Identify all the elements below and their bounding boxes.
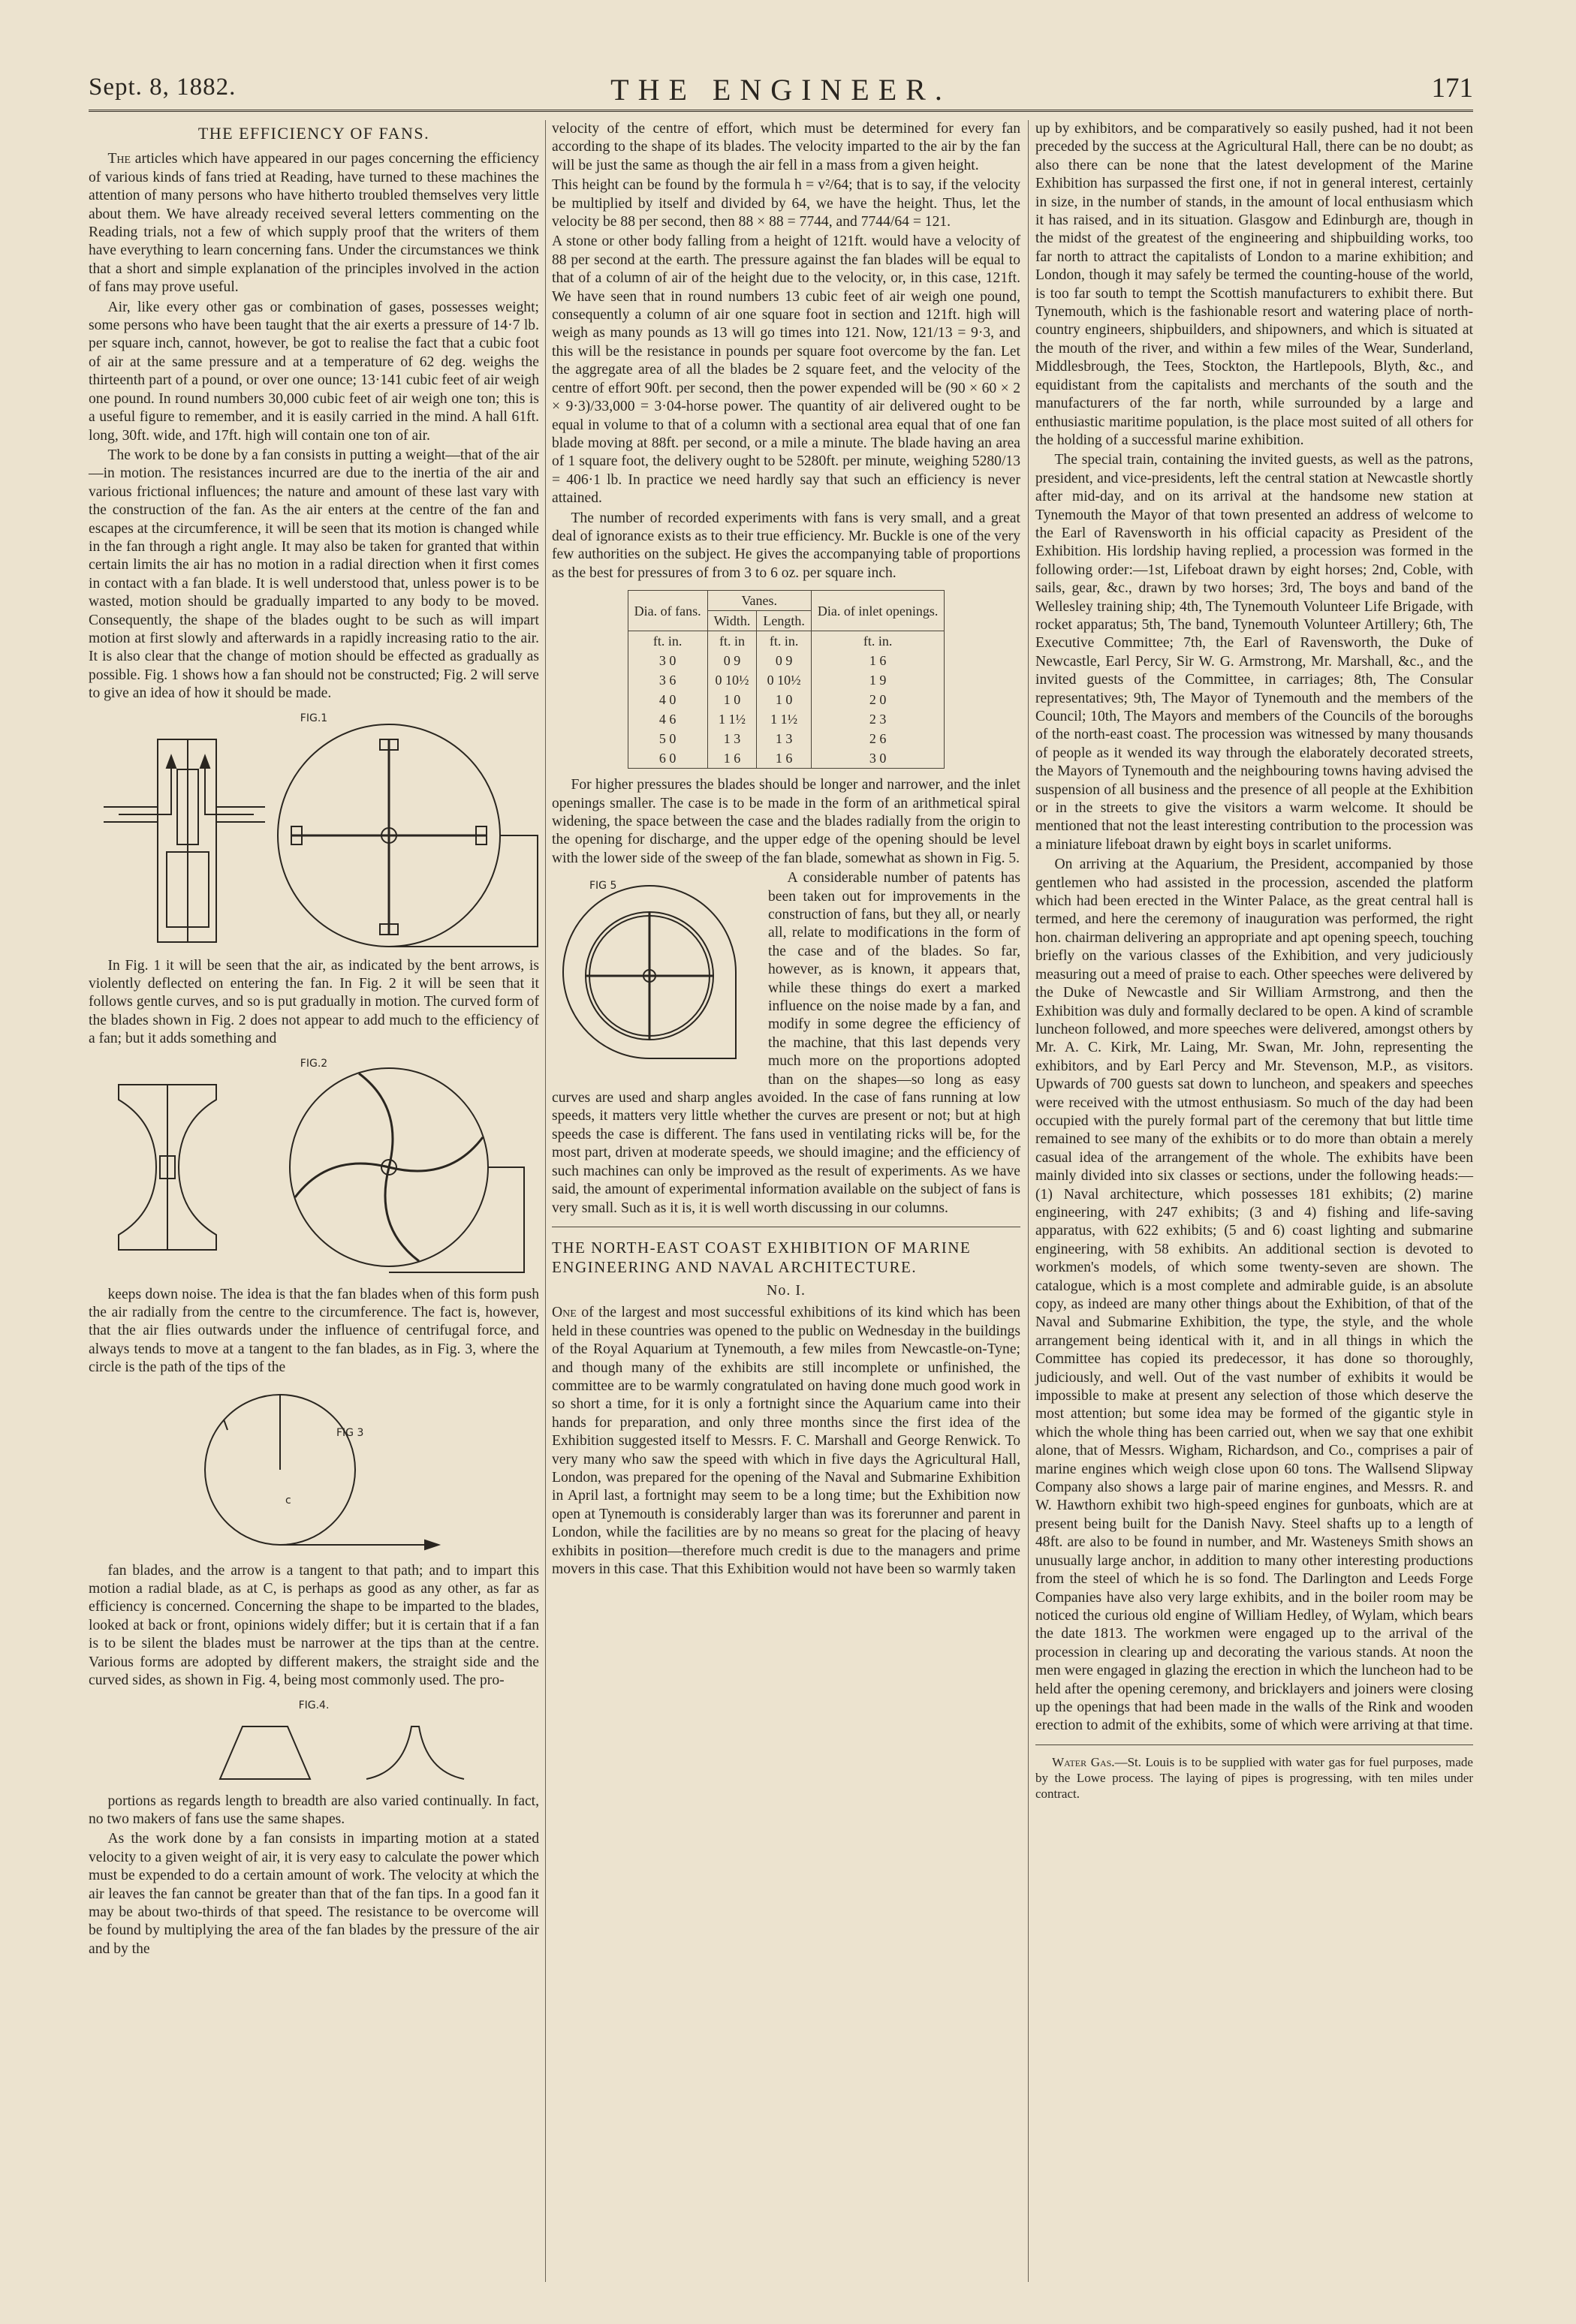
fans-paragraph: In Fig. 1 it will be seen that the air, as indicated by the bent arrows, is violently deflected on entering the fan. In Fig. 2 it will be seen that it follows gentle curves, and so is put gradually in motion. The curved form of the blades shown in Fig. 2 does not appear to add much to the efficiency of a fan; but it adds something and xyxy=(89,957,539,1047)
fig-5-drawing xyxy=(552,871,761,1073)
fig-3-drawing xyxy=(89,1383,539,1556)
exhibition-paragraph: The special train, containing the invited guests, as well as the patrons, president, and vice-presidents, left the central station at Newcastle shortly after mid-day, and on its arrival at the handsome new station at Tynemouth the Mayor of that town presented an address of welcome to the Earl of Ravensworth in his official capacity as President of the Exhibition. His lordship having replied, a procession was formed in the following order:—1st, Lifeboat drawn by eight horses; 2nd, Coble, with sails, gear, &c., drawn by two horses; 3rd, The boys and band of the Wellesley training ship; 4th, The Tynemouth Volunteer Life Brigade, with rocket apparatus; 5th, The band, Tynemouth Volunteer Artillery; 6th, The Executive Committee; 7th, the Earl of Ravensworth, the Duke of Newcastle, Earl Percy, Sir W. G. Armstrong, Mr. Marshall, &c., and the invited guests of the Committee, in carriages; 8th, The Consular representatives; 9th, The Mayor of Tynemouth and the members of the Council; 10th, The Mayors and members of the Councils of the boroughs of the north-east coast. The procession was witnessed by many thousands of people as it wended its way through the elaborately decorated streets, the Mayors of Tynemouth and the neighbouring towns having advised the suspension of all business and the presence of all people at the Exhibition or in the streets to give the visitors a warm welcome. It should be mentioned that not the least interesting contribution to the procession was a miniature lifeboat drawn by eight boys in scarlet uniforms. xyxy=(1035,452,1473,853)
col-head-width: Width. xyxy=(707,611,757,631)
table-row xyxy=(628,729,945,748)
table-row xyxy=(628,670,945,690)
table-cell: 1 0 xyxy=(707,690,757,709)
fig-2-drawing xyxy=(89,1055,539,1280)
exhibition-paragraph: of the largest and most successful exhibitions of its kind which has been held in these countries was opened to the public on Wednesday in the buildings of the Royal Aquarium at Tynemouth, a few miles from Newcastle-on-Tyne; and though many of the exhibits are still incomplete or unfinished, the committee are to be warmly congratulated on having done much good work in so short a time, for it is only a fortnight since the Aquarium came into their hands for preparation, and only three months since the first idea of the Exhibition suggested itself to Messrs. F. C. Marshall and George Renwick. To very many who saw the speed with which in five days the Agricultural Hall, London, was prepared for the opening of the Naval and Submarine Exhibition in April last, a fortnight may seem to be a long time; but the Exhibition now open at Tynemouth is considerably larger than was its forerunner and parent in London, while the facilities are by no means so great for the placing of heavy exhibits in position—therefore much credit is due to the managers and prime movers in this case. That this Exhibition would not have been so warmly taken xyxy=(552,1305,1021,1577)
fig-5-label: FIG 5 xyxy=(589,880,617,893)
fans-heading: THE EFFICIENCY OF FANS. xyxy=(197,124,430,143)
fans-paragraph: A considerable number of patents has been taken out for improvements in the construction of fans, but they all, or nearly all, relate to modifications in the form of the case and of the blades. So far, however, as is known, it appears that, while these things do exert a marked influence on the noise made by a fan, and modify in some degree the efficiency of the machine, that this last depends very much more on the proportions adopted than on the shapes—so long as easy curves are used and sharp angles avoided. In the case of fans running at low speeds, it matters very little whether the curves are present or not; but at high speeds the case is different. The fans used in ventilating ricks will be, for the most part, driven at moderate speeds, we should imagine; and the efficiency of such machines can only be improved as the result of experiments. As we have said, the amount of experimental information available on the subject of fans is very small. Such as it is, it is well worth discussing in our columns. xyxy=(552,870,1020,1216)
header-rule xyxy=(89,110,1473,112)
fans-paragraph: A stone or other body falling from a height of 121ft. would have a velocity of 88 per second at the earth. The pressure against the fan blades will be equal to that of a column of air of the height due to the velocity, or, in this case, 121ft. We have seen that in round numbers 13 cubic feet of air weigh one pound, consequently a column of air one square foot in section and 121ft. high will weigh as many pounds as 13 will go times into 121. Now, 121/13 = 9·3, and this will be the resistance in pounds per square foot overcome by the fan. Let the aggregate area of all the blades be 2 square feet, and the velocity of the centre of effort 90ft. per second, then the power expended will be (90 × 60 × 2 × 9·3)/33,000 = 3·04-horse power. The quantity of air delivered ought to be equal in volume to that of a column with a sectional area equal that of one fan blade moving at 88ft. per second, or a mile a minute. The blade having an area of 1 square foot, the delivery ought to be 5280ft. per minute, weighing 5280/13 = 406·1 lb. In practice we need hardly say that such an efficiency is never attained. xyxy=(552,233,1020,507)
column-3 xyxy=(1035,120,1473,1803)
table-cell: 0 9 xyxy=(707,651,757,670)
col-head-inlet: Dia. of inlet openings. xyxy=(811,591,944,631)
exhibition-paragraph: On arriving at the Aquarium, the President, accompanied by those gentlemen who had assisted in the procession, ascended the platform which had been erected in the Winter Palace, as the great central hall is termed, and here the ceremony of inauguration was performed, the right hon. chairman delivering an appropriate and apt opening speech, touching briefly on the various classes of the Exhibition, and very judiciously measuring out a meed of praise to each. Other speeches were delivered by the Duke of Newcastle and Sir William Armstrong, and then the Exhibition was duly and formally declared to be open. A kind of scramble luncheon followed, and more speeches were delivered, amongst others by Mr. A. C. Kirk, Mr. Laing, Mr. Swan, Mr. John, representing the exhibitors, and by Earl Percy and Mr. Stevenson, M.P., as visitors. Upwards of 700 guests sat down to luncheon, and speakers and speeches were received with the utmost enthusiasm. So much of the day had been occupied with the purely formal part of the ceremony that but little time remained to see many of the exhibits or to do more than obtain a merely casual idea of the arrangement of the whole. The exhibits have been mainly divided into six classes or sections, under the following heads:—(1) Naval architecture, which possesses 181 exhibits; (2) marine engineering, with 247 exhibits; (3 and 4) fishing and life-saving apparatus, with 622 exhibits; (5 and 6) coast lighting and submarine engineering, with 58 exhibits. An additional section is devoted to workmen's models, of which some twenty-seven are shown. The catalogue, which is a most complete and admirable guide, is an absolute copy, as indeed are many other things about the Exhibition, of that of the Naval and Submarine Exhibition, the type, the style, and the whole arrangement being identical with it, and in all things in which the Committee has copied its predecessor, it has done so thoroughly, judiciously, and well. Out of the vast number of exhibits it would be impossible to make at present any selection of those which deserve the most attention; but some idea may be formed of the gigantic style in which the whole thing has been carried out, when we say that one exhibit alone, that of Messrs. Wigham, Richardson, and Co., comprises a pair of marine engines which weigh close upon 60 tons. The Wallsend Slipway Company also shows a large pair of marine engines, and Messrs. R. and W. Hawthorn exhibit two high-speed engines for gunboats, which are at present being built for the Danish Navy. Steel shafts up to a length of 48ft. are also to be found in number, and Mr. Wasteneys Smith shows an unusually large anchor, in addition to many other interesting productions from the steel of which he is so fond. The Darlington and Leeds Forge Companies have also very large exhibits, and in the boiler room may be noticed the curious old engine of William Hedley, of Wylam, which bears the date 1813. The workmen were engaged up to the arrival of the procession in clearing up and decorating the various stands. At noon the men were engaged in glazing the erection in which the luncheon had to be held after the opening ceremony, and bricklayers and joiners were closing up the openings that had been made in the walls of the Rink and wooden erection to admit of the exhibits, some of which were arriving at that time. xyxy=(1035,856,1473,1734)
fans-paragraph: articles which have appeared in our pages concerning the efficiency of various kinds of fans tried at Reading, have turned to these machines the attention of many persons who have hitherto troubled themselves very little about them. We have already received several letters commenting on the Reading trials, not a few of which supply proof that the writers of them have everything to learn concerning fans. Under the circumstances we think that a short and simple explanation of the principles involved in the action of fans may prove useful. xyxy=(89,151,539,296)
fans-paragraph: For higher pressures the blades should be longer and narrower, and the inlet openings smaller. The case is to be made in the form of an arithmetical spiral widening, the space between the case and the blades radially from the origin to the opening for discharge, and the upper edge of the opening should be level with the lower side of the sweep of the fan blade, somewhat as shown in Fig. 5. xyxy=(552,777,1020,866)
fig-1-label: FIG.1 xyxy=(300,712,328,724)
fans-paragraph: This height can be found by the formula h = v²/64; that is to say, if the velocity be multiplied by itself and divided by 64, we have the height. Thus, let the velocity be 88 per second, then 88 × 88 = 7744, and 7744/64 = 121. xyxy=(552,177,1020,230)
table-cell: ft. in. xyxy=(628,631,707,652)
fan-proportions-table xyxy=(628,590,945,769)
table-cell: 1 3 xyxy=(707,729,757,748)
table-row xyxy=(628,690,945,709)
fans-paragraph: Air, like every other gas or combination of gases, possesses weight; some persons who have been taught that the air exerts a pressure of 14·7 lb. per square inch, cannot, however, be got to realise the fact that a cubic foot of air at the same pressure and at a temperature of 62 deg. weighs the thirteenth part of a pound, or over one ounce; 13·141 cubic feet of air weigh one pound. In round numbers 30,000 cubic feet of air weigh one ton; this is a useful figure to remember, and it is easily carried in the mind. A hall 61ft. long, 30ft. wide, and 17ft. high will contain one ton of air. xyxy=(89,299,539,444)
fig-3-point-c: c xyxy=(285,1494,291,1507)
table-cell: 1 3 xyxy=(757,729,812,748)
table-cell: 2 3 xyxy=(811,709,944,729)
table-cell: 4 6 xyxy=(628,709,707,729)
table-cell: 1 1½ xyxy=(707,709,757,729)
table-cell: 1 0 xyxy=(757,690,812,709)
issue-date: Sept. 8, 1882. xyxy=(89,74,237,101)
column-divider xyxy=(1028,120,1029,2282)
table-cell: 0 10½ xyxy=(707,670,757,690)
table-cell: ft. in xyxy=(707,631,757,652)
fans-paragraph: The work to be done by a fan consists in putting a weight—that of the air—in motion. The resistances incurred are due to the inertia of the air and various frictional influences; the nature and amount of these last vary with the construction of the fan. As the air enters at the centre of the fan and escapes at the circumference, it will be seen that its motion is changed while in the fan through a right angle. It may also be taken for granted that within certain limits the air has no motion in a radial direction when it first comes in contact with a fan blade. It is well understood that, unless power is to be wasted, motion should be gradually imparted to any body to be moved. Consequently, the shape of the blades ought to be such as will impart motion at first slowly and afterwards in a rapidly increasing ratio to the air. It is also clear that the change of motion should be effected as gradually as possible. Fig. 1 shows how a fan should not be constructed; Fig. 2 will serve to give an idea of how it should be made. xyxy=(89,447,539,702)
page-header xyxy=(89,72,1473,108)
exhibition-paragraph: up by exhibitors, and be comparatively so easily pushed, had it not been preceded by the success at the Agricultural Hall, there can be no doubt; as also there can be none that the latest development of the Marine Exhibition has surpassed the first one, if not in general interest, certainly in size, in the number of stands, in the amount of local enthusiasm which it has raised, and in its situation. Glasgow and Edinburgh are, though in the midst of the greatest of the engineering and shipbuilding works, too far north to attract the capitalists of London to a marine exhibition; and London, though it may safely be termed the counting-house of the world, is too far south to tempt the Scottish manufacturers to exhibit there. But Tynemouth, which is the fashionable resort and watering place of north-country engineers, shipbuilders, and shipowners, and which is situated at the mouth of the river, and within a few miles of the Wear, Sunderland, Middlesbrough, the Tees, Stockton, the Hartlepools, Blyth, &c., and equidistant from the capitalists and merchants of the south and the manufacturers of the far north, while surrounded by a large and enthusiastic maritime population, is the place most suited of all others for the holding of a successful marine exhibition. xyxy=(1035,121,1473,448)
table-cell: 1 9 xyxy=(811,670,944,690)
table-cell: 3 0 xyxy=(628,651,707,670)
fig-4-drawing xyxy=(89,1696,539,1787)
table-row xyxy=(628,748,945,769)
table-cell: 1 1½ xyxy=(757,709,812,729)
drop-lead: One xyxy=(552,1305,577,1321)
table-cell: 1 6 xyxy=(707,748,757,769)
fans-paragraph: As the work done by a fan consists in imparting motion at a stated velocity to a given weight of air, it is very easy to calculate the power which must be expended to do a certain amount of work. The velocity at which the air leaves the fan cannot be greater than that of the fan tips. In a good fan it may be about two-thirds of that speed. The resistance to be overcome will be found by multiplying the area of the fan blades by the pressure of the air and by the xyxy=(89,1831,539,1957)
fans-paragraph: portions as regards length to breadth are also varied continually. In fact, no two makers of fans use the same shapes. xyxy=(89,1793,539,1827)
fans-paragraph: velocity of the centre of effort, which must be determined for every fan according to the shape of its blades. The velocity imparted to the air by the fan will be just the same as though the air fell in a mass from a given height. xyxy=(552,121,1020,173)
table-row xyxy=(628,651,945,670)
fans-paragraph: fan blades, and the arrow is a tangent to that path; and to impart this motion a radial blade, as at C, is perhaps as good as any other, as far as efficiency is concerned. Concerning the shape to be imparted to the blades, looked at back or front, opinions widely differ; but it is certain that if a fan is to be silent the blades must be narrower at the tips than at the centre. Various forms are adopted by different makers, the straight side and the curved sides, as shown in Fig. 4, being most commonly used. The pro- xyxy=(89,1562,539,1689)
col-head-dia: Dia. of fans. xyxy=(628,591,707,631)
page-number: 171 xyxy=(1431,73,1473,104)
fig-2-label: FIG.2 xyxy=(300,1057,328,1070)
fig-3-label: FIG 3 xyxy=(336,1426,364,1439)
table-cell: 1 6 xyxy=(757,748,812,769)
column-divider xyxy=(545,120,546,2282)
col-head-length: Length. xyxy=(757,611,812,631)
table-cell: 2 0 xyxy=(811,690,944,709)
drop-lead: The xyxy=(107,151,131,167)
table-row xyxy=(628,709,945,729)
table-cell: 1 6 xyxy=(811,651,944,670)
fans-paragraph: keeps down noise. The idea is that the fan blades when of this form push the air radially from the centre to the circumference. The fact is, however, that the air flies outwards under the influence of centrifugal force, and always tends to move at a tangent to the fan blades, as in Fig. 3, where the circle is the path of the tips of the xyxy=(89,1286,539,1376)
table-cell: 5 0 xyxy=(628,729,707,748)
table-cell: 3 6 xyxy=(628,670,707,690)
fans-paragraph: The number of recorded experiments with fans is very small, and a great deal of ignorance exists as to their true efficiency. Mr. Buckle is one of the very few authorities on the subject. He gives the accompanying table of proportions as the best for pressures of from 3 to 6 oz. per square inch. xyxy=(552,510,1020,581)
table-cell: ft. in. xyxy=(811,631,944,652)
water-gas-note: —St. Louis is to be supplied with water gas for fuel purposes, made by the Lowe process. The laying of pipes is progressing, with ten miles under contract. xyxy=(1035,1754,1473,1801)
fig-1-drawing xyxy=(89,709,539,951)
col-head-vanes: Vanes. xyxy=(707,591,811,611)
column-2 xyxy=(552,120,1020,1580)
table-cell: 6 0 xyxy=(628,748,707,769)
table-cell: 3 0 xyxy=(811,748,944,769)
table-cell: 0 10½ xyxy=(757,670,812,690)
column-1 xyxy=(89,120,539,1960)
table-cell: 2 6 xyxy=(811,729,944,748)
note-lead: Water Gas. xyxy=(1052,1754,1115,1769)
table-units-row xyxy=(628,631,945,652)
exhibition-subheading: No. I. xyxy=(766,1281,806,1299)
table-cell: 0 9 xyxy=(757,651,812,670)
table-cell: 4 0 xyxy=(628,690,707,709)
exhibition-heading: THE NORTH-EAST COAST EXHIBITION OF MARINE ENGINEERING AND NAVAL ARCHITECTURE. xyxy=(552,1238,972,1276)
table-cell: ft. in. xyxy=(757,631,812,652)
journal-title: THE ENGINEER. xyxy=(610,73,951,107)
fig-4-label: FIG.4. xyxy=(298,1699,330,1711)
